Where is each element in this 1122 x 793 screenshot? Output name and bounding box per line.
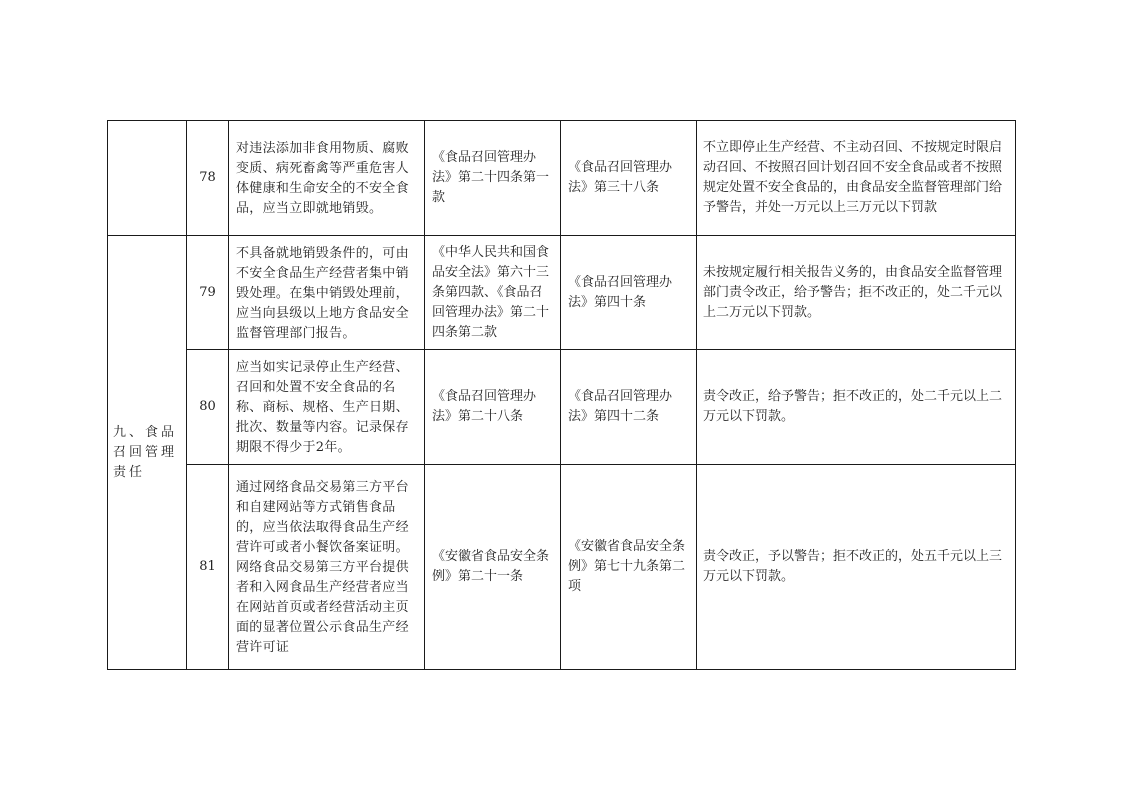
category-label: 九、食品召回管理责任 [113,424,178,480]
row-number: 79 [187,236,229,350]
penalty-basis-text: 《食品召回管理办法》第四十条 [568,274,673,310]
penalty-text: 责令改正，予以警告；拒不改正的，处五千元以上三万元以下罚款。 [703,549,1003,584]
legal-basis-text: 《食品召回管理办法》第二十八条 [432,389,537,424]
penalty-cell [697,121,1016,236]
requirement-cell [229,236,425,350]
penalty-text: 责令改正，给予警告；拒不改正的，处二千元以上二万元以下罚款。 [703,389,1003,424]
requirement-cell [229,465,425,670]
penalty-basis-cell [561,121,697,236]
category-cell-top [108,121,187,236]
requirement-text: 不具备就地销毁条件的，可由不安全食品生产经营者集中销毁处理。在集中销毁处理前，应当向县级以上地方食品安全监督管理部门报告。 [236,245,409,341]
row-number: 80 [187,350,229,465]
regulation-table [107,120,1016,670]
legal-basis-cell [425,465,561,670]
table-row [108,350,1016,465]
penalty-cell [697,465,1016,670]
requirement-text: 对违法添加非食用物质、腐败变质、病死畜禽等严重危害人体健康和生命安全的不安全食品，应当立即就地销毁。 [236,141,409,216]
table-row [108,465,1016,670]
penalty-basis-cell [561,350,697,465]
penalty-basis-text: 《食品召回管理办法》第三十八条 [568,160,673,195]
penalty-text: 不立即停止生产经营、不主动召回、不按规定时限启动召回、不按照召回计划召回不安全食品或者不按照规定处置不安全食品的，由食品安全监督管理部门给予警告，并处一万元以上三万元以下罚款 [703,140,1003,215]
penalty-basis-text: 《食品召回管理办法》第四十二条 [568,389,673,424]
legal-basis-cell [425,236,561,350]
requirement-cell [229,350,425,465]
legal-basis-text: 《中华人民共和国食品安全法》第六十三条第四款、《食品召回管理办法》第二十四条第二款 [432,244,550,340]
requirement-cell [229,121,425,236]
category-cell [108,236,187,670]
table-row [108,121,1016,236]
penalty-cell [697,236,1016,350]
penalty-basis-cell [561,236,697,350]
legal-basis-text: 《安徽省食品安全条例》第二十一条 [432,549,550,584]
penalty-cell [697,350,1016,465]
legal-basis-cell [425,350,561,465]
penalty-text: 未按规定履行相关报告义务的，由食品安全监督管理部门责令改正，给予警告；拒不改正的，处二千元以上二万元以下罚款。 [703,264,1003,320]
requirement-text: 应当如实记录停止生产经营、召回和处置不安全食品的名称、商标、规格、生产日期、批次、数量等内容。记录保存期限不得少于2年。 [236,360,409,455]
penalty-basis-cell [561,465,697,670]
requirement-text: 通过网络食品交易第三方平台和自建网站等方式销售食品的，应当依法取得食品生产经营许可或者小餐饮备案证明。网络食品交易第三方平台提供者和入网食品生产经营者应当在网站首页或者经营活动主页面的显著位置公示食品生产经营许可证 [236,480,409,655]
row-number: 78 [187,121,229,236]
legal-basis-text: 《食品召回管理办法》第二十四条第一款 [432,150,550,205]
penalty-basis-text: 《安徽省食品安全条例》第七十九条第二项 [568,539,686,594]
row-number: 81 [187,465,229,670]
legal-basis-cell [425,121,561,236]
table-row [108,236,1016,350]
